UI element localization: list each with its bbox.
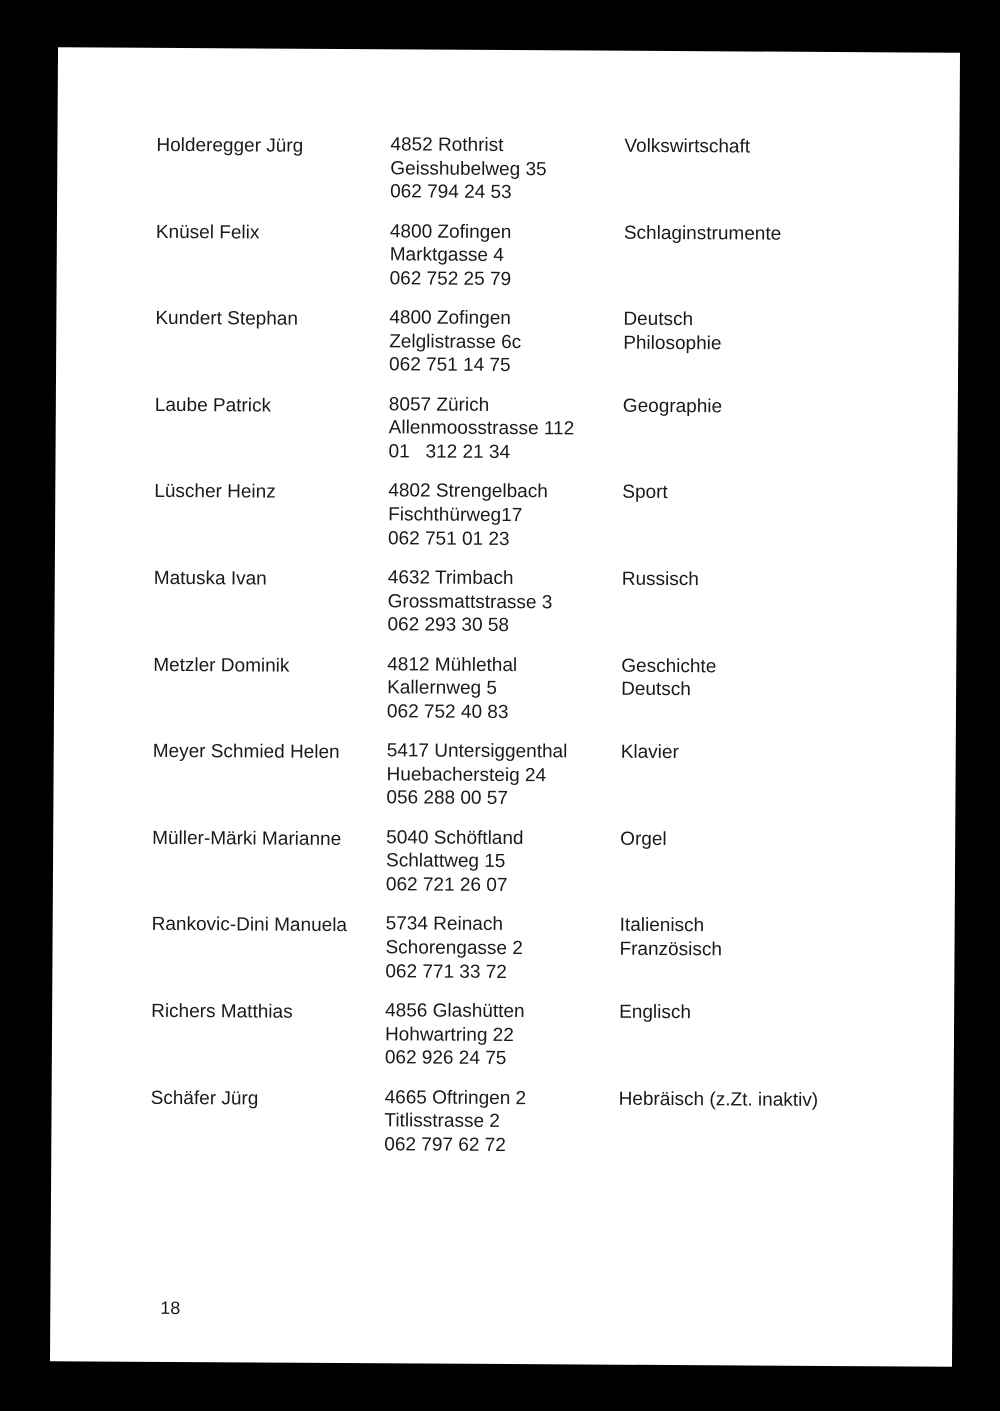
contact-street: Marktgasse 4 [389, 244, 504, 267]
contact-subject: Sport [622, 482, 668, 504]
contact-address [388, 480, 623, 568]
contact-street: Schlattweg 15 [385, 850, 506, 873]
contact-phone: 062 751 01 23 [387, 527, 510, 550]
contact-subjects [622, 394, 895, 482]
contact-entry [153, 651, 894, 742]
contact-city: 4800 Zofingen [389, 307, 511, 330]
contact-phone: 062 293 30 58 [387, 614, 510, 637]
contact-street: Geisshubelweg 35 [390, 157, 547, 180]
contact-street: Kallernweg 5 [387, 677, 498, 700]
contact-city: 4665 Oftringen 2 [384, 1086, 527, 1109]
contact-subject: Geographie [622, 395, 723, 418]
contact-phone: 056 288 00 57 [386, 787, 509, 810]
contact-street: Titlisstrasse 2 [384, 1110, 500, 1133]
contact-subject: Englisch [619, 1001, 692, 1024]
contact-name: Meyer Schmied Helen [152, 741, 340, 764]
contact-subjects [619, 914, 892, 1002]
contact-phone: 062 794 24 53 [390, 181, 512, 204]
contact-phone: 062 797 62 72 [384, 1133, 506, 1156]
contact-entry [155, 218, 896, 309]
contact-phone: 062 926 24 75 [384, 1047, 507, 1070]
contact-subjects [621, 568, 894, 656]
contact-phone: 01 312 21 34 [388, 441, 511, 463]
contact-city: 4812 Mühlethal [387, 653, 518, 676]
contact-entry [155, 305, 896, 396]
page-number: 18 [160, 1297, 181, 1319]
contact-entry [152, 738, 893, 829]
contact-name: Matuska Ivan [153, 567, 267, 590]
contact-address [388, 393, 623, 481]
contact-street: Fischthürweg17 [388, 504, 523, 527]
contact-city: 5040 Schöftland [386, 827, 524, 849]
contact-city: 4852 Rothrist [390, 134, 504, 156]
contact-city: 8057 Zürich [388, 394, 490, 416]
contact-subject: Hebräisch (z.Zt. inaktiv) [618, 1088, 819, 1111]
contact-entry [152, 825, 893, 916]
contact-subject: Geschichte [621, 655, 717, 677]
contact-subject: Volkswirtschaft [624, 135, 751, 158]
contact-subjects [620, 827, 893, 915]
contact-entry [151, 911, 892, 1002]
contact-subject: Schlaginstrumente [623, 222, 782, 245]
contact-city: 4632 Trimbach [387, 567, 514, 590]
contact-entry [156, 132, 897, 223]
contact-subject: Klavier [620, 741, 679, 764]
contact-street: Schorengasse 2 [385, 937, 523, 960]
contact-street: Zelglistrasse 6c [389, 331, 522, 353]
contact-street: Allenmoosstrasse 112 [388, 417, 575, 440]
contact-name: Kundert Stephan [155, 308, 299, 330]
contact-address [390, 133, 625, 221]
contact-subjects [620, 741, 893, 829]
contact-name: Müller-Märki Marianne [152, 827, 342, 850]
contact-subject: Deutsch [621, 678, 691, 701]
contact-address [386, 739, 621, 827]
contact-name: Metzler Dominik [153, 654, 290, 677]
contact-name: Laube Patrick [154, 394, 272, 417]
contact-name: Schäfer Jürg [150, 1087, 259, 1110]
contact-list [150, 132, 896, 1176]
contact-subject: Orgel [620, 828, 667, 850]
contact-phone: 062 721 26 07 [385, 874, 508, 896]
contact-address [385, 999, 620, 1087]
contact-name: Knüsel Felix [155, 221, 260, 244]
contact-entry [153, 565, 894, 656]
contact-subjects [624, 135, 897, 223]
contact-subject: Russisch [621, 568, 699, 591]
contact-address [389, 220, 624, 308]
contact-address [387, 566, 622, 654]
contact-subject: Französisch [619, 938, 723, 961]
contact-city: 5417 Untersiggenthal [386, 740, 568, 763]
contact-subjects [623, 221, 896, 309]
contact-city: 4856 Glashütten [385, 1000, 525, 1023]
contact-address [386, 826, 621, 914]
contact-subject: Philosophie [623, 332, 722, 355]
contact-city: 5734 Reinach [385, 913, 503, 936]
contact-subject: Italienisch [619, 915, 705, 937]
contact-subjects [618, 1087, 891, 1175]
contact-entry [150, 1084, 891, 1175]
contact-address [387, 653, 622, 741]
contact-name: Holderegger Jürg [156, 134, 304, 157]
contact-name: Rankovic-Dini Manuela [151, 914, 348, 937]
contact-address [385, 913, 620, 1001]
contact-subjects [623, 308, 896, 396]
contact-entry [154, 392, 895, 483]
contact-subjects [622, 481, 895, 569]
contact-address [389, 306, 624, 394]
contact-street: Grossmattstrasse 3 [387, 590, 553, 613]
contact-phone: 062 751 14 75 [389, 354, 511, 377]
contact-entry [151, 998, 892, 1089]
contact-name: Richers Matthias [151, 1000, 293, 1023]
contact-phone: 062 752 25 79 [389, 268, 512, 290]
contact-city: 4800 Zofingen [389, 220, 512, 243]
contact-phone: 062 771 33 72 [385, 960, 507, 983]
contact-name: Lüscher Heinz [154, 481, 276, 503]
contact-subjects [619, 1001, 892, 1089]
document-page [50, 47, 960, 1366]
contact-subjects [621, 654, 894, 742]
contact-street: Huebachersteig 24 [386, 764, 547, 787]
contact-address [384, 1086, 619, 1174]
contact-city: 4802 Strengelbach [388, 480, 548, 503]
contact-subject: Deutsch [623, 308, 694, 331]
contact-street: Hohwartring 22 [384, 1023, 514, 1046]
contact-entry [154, 478, 895, 569]
contact-phone: 062 752 40 83 [386, 701, 509, 723]
